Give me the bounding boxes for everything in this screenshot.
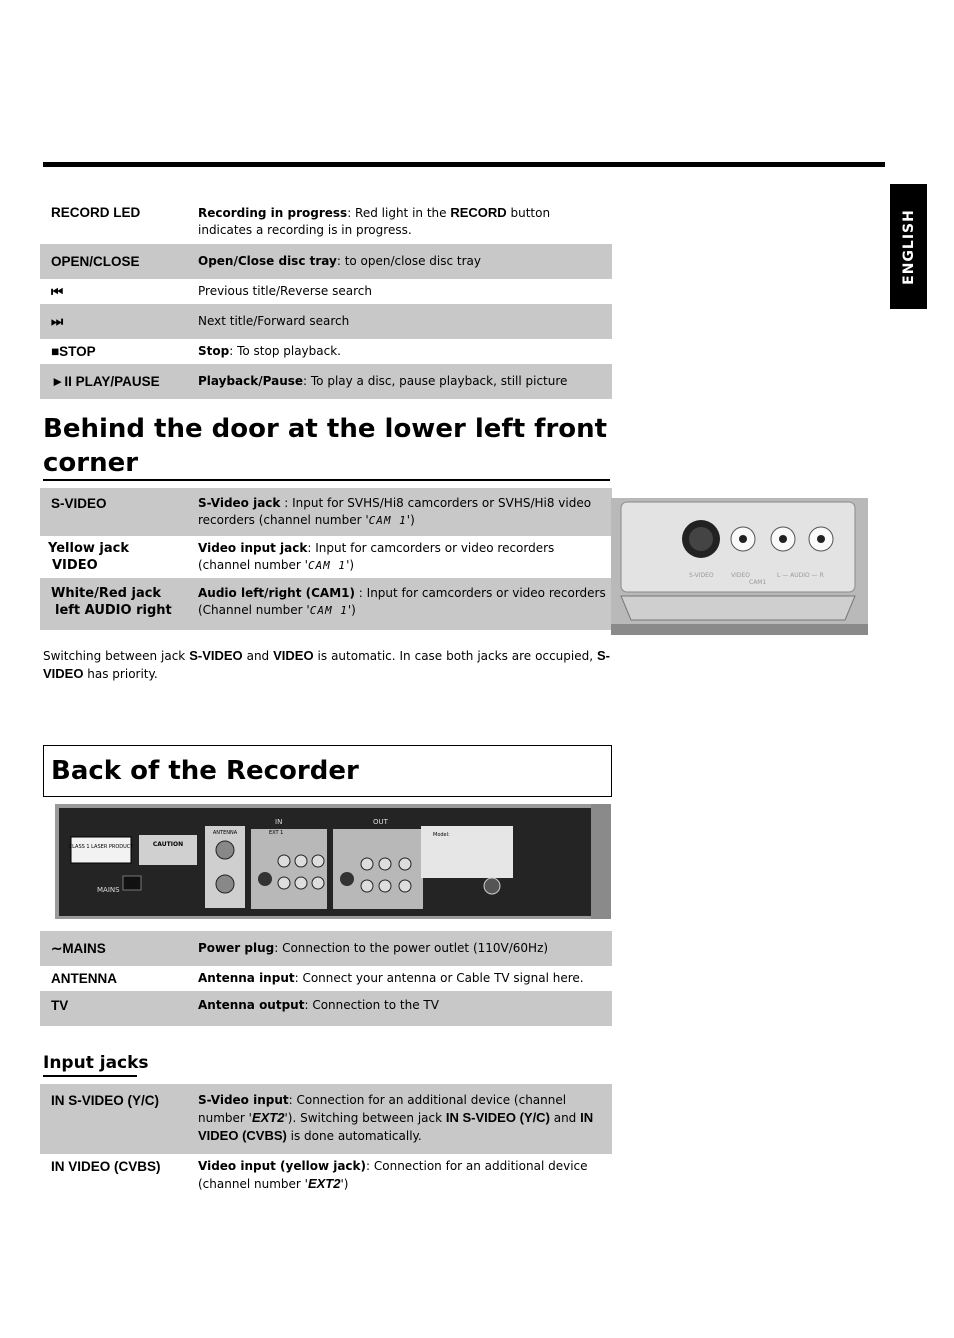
table-row xyxy=(40,244,612,279)
row-desc: Next title/Forward search xyxy=(187,304,612,339)
language-tab: ENGLISH xyxy=(890,184,927,309)
svg-text:CAM1: CAM1 xyxy=(749,579,767,586)
row-key: IN VIDEO (CVBS) xyxy=(51,1159,161,1174)
row-key: White/Red jack left AUDIO right xyxy=(40,578,187,630)
row-desc: Antenna input: Connect your antenna or Cable TV signal here. xyxy=(198,971,584,985)
table-row xyxy=(40,966,612,991)
table-row xyxy=(40,536,612,578)
row-key: Yellow jack VIDEO xyxy=(48,541,129,573)
row-desc: S-Video jack : Input for SVHS/Hi8 camcorders or SVHS/Hi8 video recorders (channel number 'CAM 1') xyxy=(187,488,612,536)
table-row xyxy=(40,279,612,304)
row-key: ANTENNA xyxy=(51,971,117,986)
svg-text:L — AUDIO — R: L — AUDIO — R xyxy=(777,572,824,579)
heading-rule xyxy=(43,479,610,481)
table-row xyxy=(40,1084,612,1154)
row-key: ■STOP xyxy=(51,344,96,359)
row-key: RECORD LED xyxy=(51,205,141,220)
svg-text:EXT 1: EXT 1 xyxy=(269,830,284,836)
table-row xyxy=(40,578,612,630)
row-desc: Open/Close disc tray: to open/close disc tray xyxy=(187,244,612,279)
next-icon: ⏭ xyxy=(40,304,187,339)
table-row xyxy=(40,364,612,399)
table-row xyxy=(40,488,612,536)
svg-text:Model:: Model: xyxy=(433,832,450,838)
row-key: OPEN/CLOSE xyxy=(40,244,187,279)
row-desc: Recording in progress: Red light in the RECORD button indicates a recording is in progress. xyxy=(198,205,551,237)
door-table xyxy=(40,488,612,630)
table-row xyxy=(40,931,612,966)
row-key: ►II PLAY/PAUSE xyxy=(40,364,187,399)
row-key: TV xyxy=(40,991,187,1026)
row-key: IN S-VIDEO (Y/C) xyxy=(40,1084,187,1154)
svg-text:S-VIDEO: S-VIDEO xyxy=(689,572,714,579)
rear-panel-photo xyxy=(55,804,611,919)
section-heading-back: Back of the Recorder xyxy=(43,745,612,797)
back-table xyxy=(40,931,612,1026)
row-desc: Audio left/right (CAM1) : Input for camcorders or video recorders (Channel number 'CAM 1') xyxy=(187,578,612,630)
table-row xyxy=(40,304,612,339)
row-desc: Antenna output: Connection to the TV xyxy=(187,991,612,1026)
previous-icon: ⏮ xyxy=(51,284,64,299)
tilde-icon: ∼ xyxy=(51,941,63,956)
row-desc: Stop: To stop playback. xyxy=(198,344,341,358)
input-jacks-table xyxy=(40,1084,612,1197)
row-desc: S-Video input: Connection for an additional device (channel number 'EXT2'). Switching between jack IN S-VIDEO (Y/C) and IN VIDEO (CVBS) is done automatically. xyxy=(187,1084,612,1154)
svg-text:ANTENNA: ANTENNA xyxy=(212,830,238,836)
table-row xyxy=(40,1154,612,1197)
row-key: S-VIDEO xyxy=(40,488,187,536)
row-desc: Power plug: Connection to the power outlet (110V/60Hz) xyxy=(187,931,612,966)
svg-text:MAINS: MAINS xyxy=(97,886,120,894)
row-desc: Video input jack: Input for camcorders or video recorders (channel number 'CAM 1') xyxy=(198,541,555,572)
svg-text:OUT: OUT xyxy=(373,818,388,826)
row-key: ∼MAINS xyxy=(40,931,187,966)
svg-text:VIDEO: VIDEO xyxy=(731,572,751,579)
svg-text:CAUTION: CAUTION xyxy=(152,841,184,848)
row-desc: Video input (yellow jack): Connection for an additional device (channel number 'EXT2') xyxy=(198,1159,588,1191)
subheading-input-jacks: Input jacks xyxy=(43,1053,149,1073)
top-rule xyxy=(43,162,885,167)
table-row xyxy=(40,339,612,364)
svg-text:IN: IN xyxy=(275,818,283,826)
svg-text:CLASS 1 LASER PRODUCT: CLASS 1 LASER PRODUCT xyxy=(68,844,134,850)
row-desc: Playback/Pause: To play a disc, pause playback, still picture xyxy=(187,364,612,399)
switching-note: Switching between jack S-VIDEO and VIDEO is automatic. In case both jacks are occupied, S-VIDEO has priority. xyxy=(43,648,610,681)
front-panel-table xyxy=(40,200,612,399)
table-row xyxy=(40,200,612,244)
section-heading-door: Behind the door at the lower left front corner xyxy=(43,414,608,478)
subheading-rule xyxy=(43,1075,137,1077)
table-row xyxy=(40,991,612,1026)
row-desc: Previous title/Reverse search xyxy=(198,284,372,298)
front-jacks-photo xyxy=(611,498,868,635)
